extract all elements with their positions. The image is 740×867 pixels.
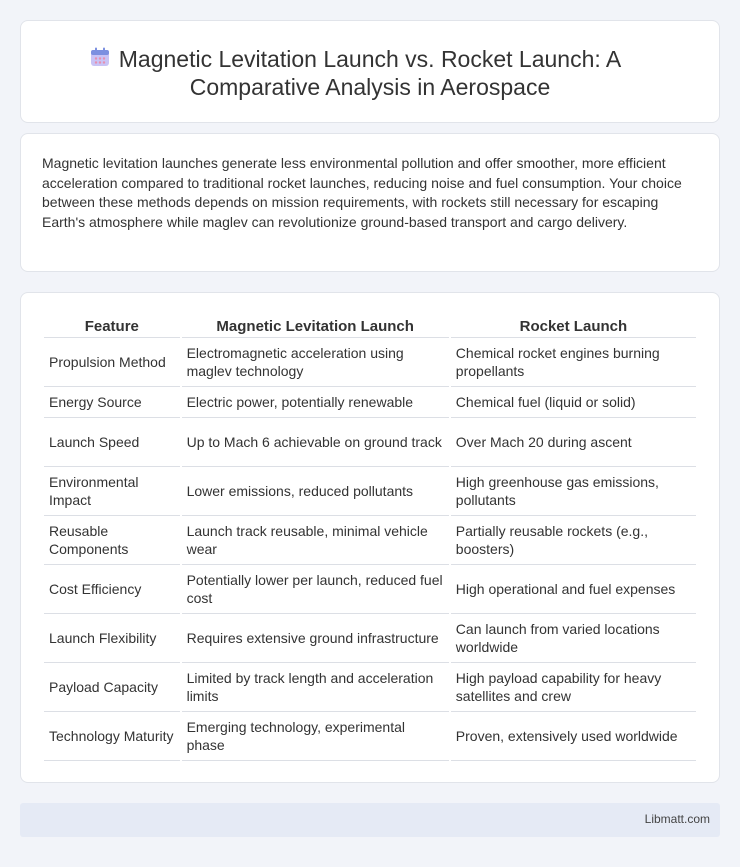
page-title-line1: Magnetic Levitation Launch vs. Rocket Launch: A <box>118 46 622 72</box>
maglev-cell: Requires extensive ground infrastructure <box>182 614 449 663</box>
rocket-cell: Chemical fuel (liquid or solid) <box>451 387 696 418</box>
feature-cell: Cost Efficiency <box>44 565 180 614</box>
rocket-cell: Proven, extensively used worldwide <box>451 712 696 761</box>
table-row <box>44 516 696 565</box>
maglev-cell: Electromagnetic acceleration using maglev technology <box>182 338 449 387</box>
comparison-table <box>42 316 698 761</box>
table-row <box>44 387 696 418</box>
summary-card <box>20 133 720 272</box>
footer-site-link[interactable]: Libmatt.com <box>644 812 710 826</box>
comparison-table-card <box>20 292 720 783</box>
feature-cell: Environmental Impact <box>44 467 180 516</box>
maglev-cell: Up to Mach 6 achievable on ground track <box>182 418 449 467</box>
maglev-cell: Limited by track length and acceleration limits <box>182 663 449 712</box>
feature-cell: Propulsion Method <box>44 338 180 387</box>
column-header-rocket: Rocket Launch <box>451 316 696 338</box>
feature-cell: Launch Speed <box>44 418 180 467</box>
feature-cell: Launch Flexibility <box>44 614 180 663</box>
table-row <box>44 712 696 761</box>
maglev-cell: Potentially lower per launch, reduced fuel cost <box>182 565 449 614</box>
column-header-maglev: Magnetic Levitation Launch <box>182 316 449 338</box>
rocket-cell: Chemical rocket engines burning propellants <box>451 338 696 387</box>
feature-cell: Technology Maturity <box>44 712 180 761</box>
page-title-line2: Comparative Analysis in Aerospace <box>189 74 551 100</box>
rocket-cell: High greenhouse gas emissions, pollutants <box>451 467 696 516</box>
column-header-feature: Feature <box>44 316 180 338</box>
rocket-cell: Can launch from varied locations worldwide <box>451 614 696 663</box>
feature-cell: Energy Source <box>44 387 180 418</box>
rocket-cell: High payload capability for heavy satellites and crew <box>451 663 696 712</box>
rocket-cell: Over Mach 20 during ascent <box>451 418 696 467</box>
table-row <box>44 663 696 712</box>
rocket-cell: Partially reusable rockets (e.g., boosters) <box>451 516 696 565</box>
rocket-cell: High operational and fuel expenses <box>451 565 696 614</box>
page-title <box>21 45 719 101</box>
table-row <box>44 418 696 467</box>
maglev-cell: Electric power, potentially renewable <box>182 387 449 418</box>
table-row <box>44 338 696 387</box>
feature-cell: Payload Capacity <box>44 663 180 712</box>
table-row <box>44 614 696 663</box>
table-header-row <box>44 316 696 338</box>
maglev-cell: Launch track reusable, minimal vehicle wear <box>182 516 449 565</box>
header-card <box>20 20 720 123</box>
maglev-cell: Lower emissions, reduced pollutants <box>182 467 449 516</box>
summary-text: Magnetic levitation launches generate less environmental pollution and offer smoother, more efficient acceleration compared to traditional rocket launches, reducing noise and fuel consumption. Your choice between these methods depends on mission requirements, with rockets still necessary for escaping Earth's atmosphere while maglev can revolutionize ground-based transport and cargo delivery. <box>42 155 682 230</box>
maglev-cell: Emerging technology, experimental phase <box>182 712 449 761</box>
feature-cell: Reusable Components <box>44 516 180 565</box>
table-row <box>44 565 696 614</box>
table-row <box>44 467 696 516</box>
footer <box>20 803 720 837</box>
